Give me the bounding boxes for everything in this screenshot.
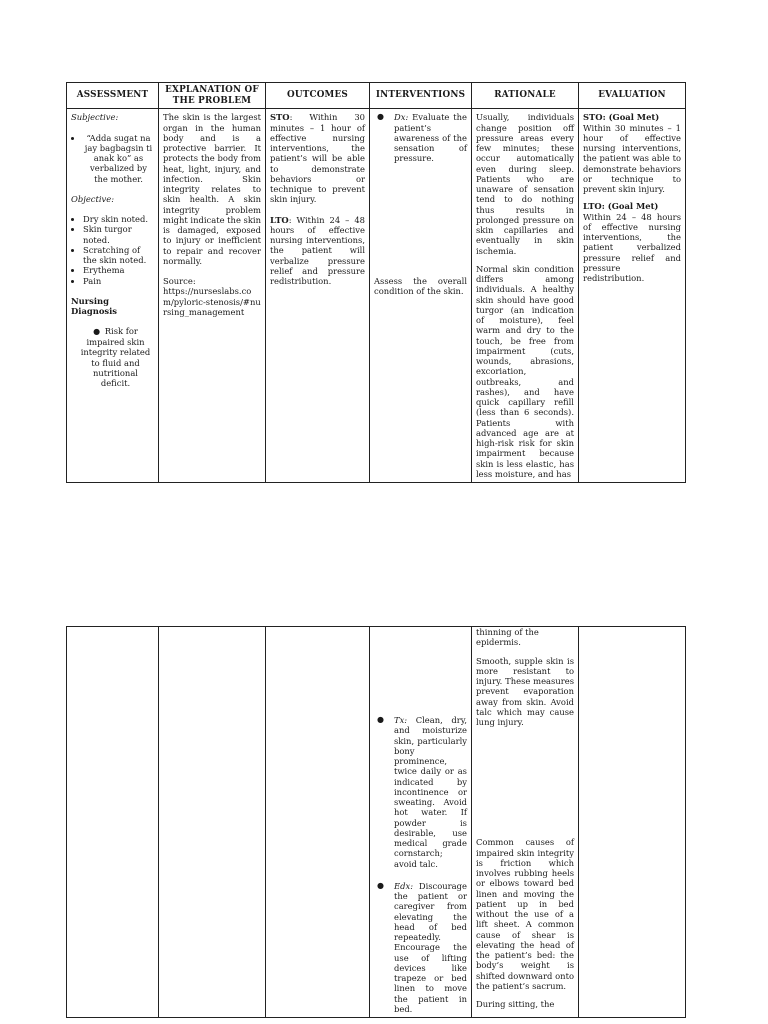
care-plan-table-page-2 (66, 626, 686, 1018)
eval-lto-label: LTO: (Goal Met) (583, 201, 659, 212)
nursing-diagnosis-label: Nursing Diagnosis (71, 295, 118, 317)
sto-text: : Within 30 minutes – 1 hour of effective nursing interventions, the patient’s will be able to demonstrate behaviors or technique to prevent skin injury. (270, 112, 365, 205)
explanation-cell (159, 109, 266, 483)
bullet-icon: ● (377, 880, 384, 890)
lto-label: LTO (270, 214, 289, 225)
explanation-cell-cont (159, 627, 266, 1018)
evaluation-cell (579, 109, 686, 483)
tx-text: Clean, dry, and moisturize skin, particularly bony prominence, twice daily or as indicated by incontinence or sweating. Avoid hot water. If powder is desirable, use medical grade cornstarch; avoid talc. (394, 715, 467, 869)
rationale-p5: During sitting, the (476, 999, 555, 1009)
rationale-cell-cont (472, 627, 579, 1018)
table-row (67, 627, 686, 1018)
subjective-label: Subjective: (71, 112, 119, 123)
header-outcomes: OUTCOMES (266, 83, 370, 109)
assessment-cell-cont (67, 627, 159, 1018)
interventions-cell (370, 109, 472, 483)
rationale-p2: Normal skin condition differs among individuals. A healthy skin should have good turgor (an indication of moisture), feel warm and dry to the touch, be free from impairment (cuts, wounds, abrasions, excoriation, outbreaks, and rashes), and have quick capillary refill (less than 6 seconds). Patients with advanced age are at high-risk risk for skin impairment because skin is less elastic, has less moisture, and has (476, 263, 574, 479)
rationale-p4: Common causes of impaired skin integrity is friction which involves rubbing heels or elbows toward bed linen and moving the patient up in bed without the use of a lift sheet. A common cause of shear is elevating the head of the patient’s bed: the body’s weight is shifted downward onto the patient’s sacrum. (476, 837, 574, 991)
rationale-p1: Usually, individuals change position off pressure areas every few minutes; these occur automatically even during sleep. Patients who are unaware of sensation tend to do nothing thus results in prolonged pressure on skin capillaries and eventually in skin ischemia. (476, 112, 574, 256)
header-evaluation: EVALUATION (579, 83, 686, 109)
objective-label: Objective: (71, 193, 115, 204)
table-row (67, 109, 686, 483)
intervention-assess: Assess the overall condition of the skin. (374, 275, 467, 296)
bullet-icon: ● (93, 327, 101, 337)
objective-list (71, 214, 154, 286)
list-item: • Dry skin noted. (83, 214, 154, 224)
care-plan-table-page-1 (66, 82, 686, 483)
list-item: • Pain (83, 276, 154, 286)
tx-label: Tx: (394, 715, 408, 725)
eval-sto-label: STO: (Goal Met) (583, 112, 660, 123)
sto-outcome (270, 112, 365, 204)
nursing-diagnosis (71, 326, 154, 388)
dx-text: Evaluate the patient’s awareness of the sensation of pressure. (394, 112, 467, 164)
bullet-icon: ● (377, 112, 384, 122)
evaluation-cell-cont (579, 627, 686, 1018)
assessment-cell (67, 109, 159, 483)
outcomes-cell-cont (266, 627, 370, 1018)
edx-label: Edx: (394, 880, 414, 891)
edx-text: Discourage the patient or caregiver from elevating the head of bed repeatedly. Encourage the use of lifting devices like trapeze or bed linen to move the patient in bed. (394, 880, 467, 1014)
explanation-text: The skin is the largest organ in the human body and is a protective barrier. It protects the body from heat, light, injury, and infection. Skin integrity relates to skin health. A skin integrity problem might indicate the skin is damaged, exposed to injury or inefficient to repair and recover normally. (163, 112, 262, 266)
outcomes-cell (266, 109, 370, 483)
sto-label: STO (270, 112, 290, 123)
source-label: Source: (163, 276, 196, 287)
source-url: https://nurseslabs.com/pyloric-stenosis/#nursing_management (163, 286, 261, 317)
subjective-list (71, 133, 154, 184)
intervention-dx (374, 112, 467, 163)
header-assessment: ASSESSMENT (67, 83, 159, 109)
lto-text: : Within 24 – 48 hours of effective nursing interventions, the patient will verbalize pressure relief and pressure redistribution. (270, 214, 365, 287)
list-item: • Scratching of the skin noted. (83, 245, 154, 266)
list-item: • Skin turgor noted. (83, 224, 154, 245)
eval-sto-text: Within 30 minutes – 1 hour of effective nursing interventions, the patient was able to demonstrate behaviors or technique to prevent skin injury. (583, 122, 681, 195)
header-explanation: EXPLANATION OF THE PROBLEM (159, 83, 266, 109)
dx-label: Dx: (394, 112, 409, 123)
intervention-edx (374, 881, 467, 1014)
nursing-diagnosis-text: Risk for impaired skin integrity related to fluid and nutritional deficit. (80, 326, 151, 389)
list-item: • Erythema (83, 265, 154, 275)
rationale-p2-cont: thinning of the epidermis. (476, 627, 539, 648)
header-rationale: RATIONALE (472, 83, 579, 109)
lto-outcome (270, 215, 365, 287)
eval-lto-text: Within 24 – 48 hours of effective nursing interventions, the patient verbalized pressure relief and pressure redistribution. (583, 211, 681, 284)
table-header-row (67, 83, 686, 109)
bullet-icon: ● (377, 715, 384, 724)
subjective-item: • “Adda sugat na jay bagbagsin ti anak ko” as verbalized by the mother. (83, 133, 154, 184)
header-interventions: INTERVENTIONS (370, 83, 472, 109)
interventions-cell-cont (370, 627, 472, 1018)
rationale-cell (472, 109, 579, 483)
rationale-p3: Smooth, supple skin is more resistant to injury. These measures prevent evaporation away from skin. Avoid talc which may cause lung injury. (476, 655, 574, 727)
intervention-tx (374, 715, 467, 869)
